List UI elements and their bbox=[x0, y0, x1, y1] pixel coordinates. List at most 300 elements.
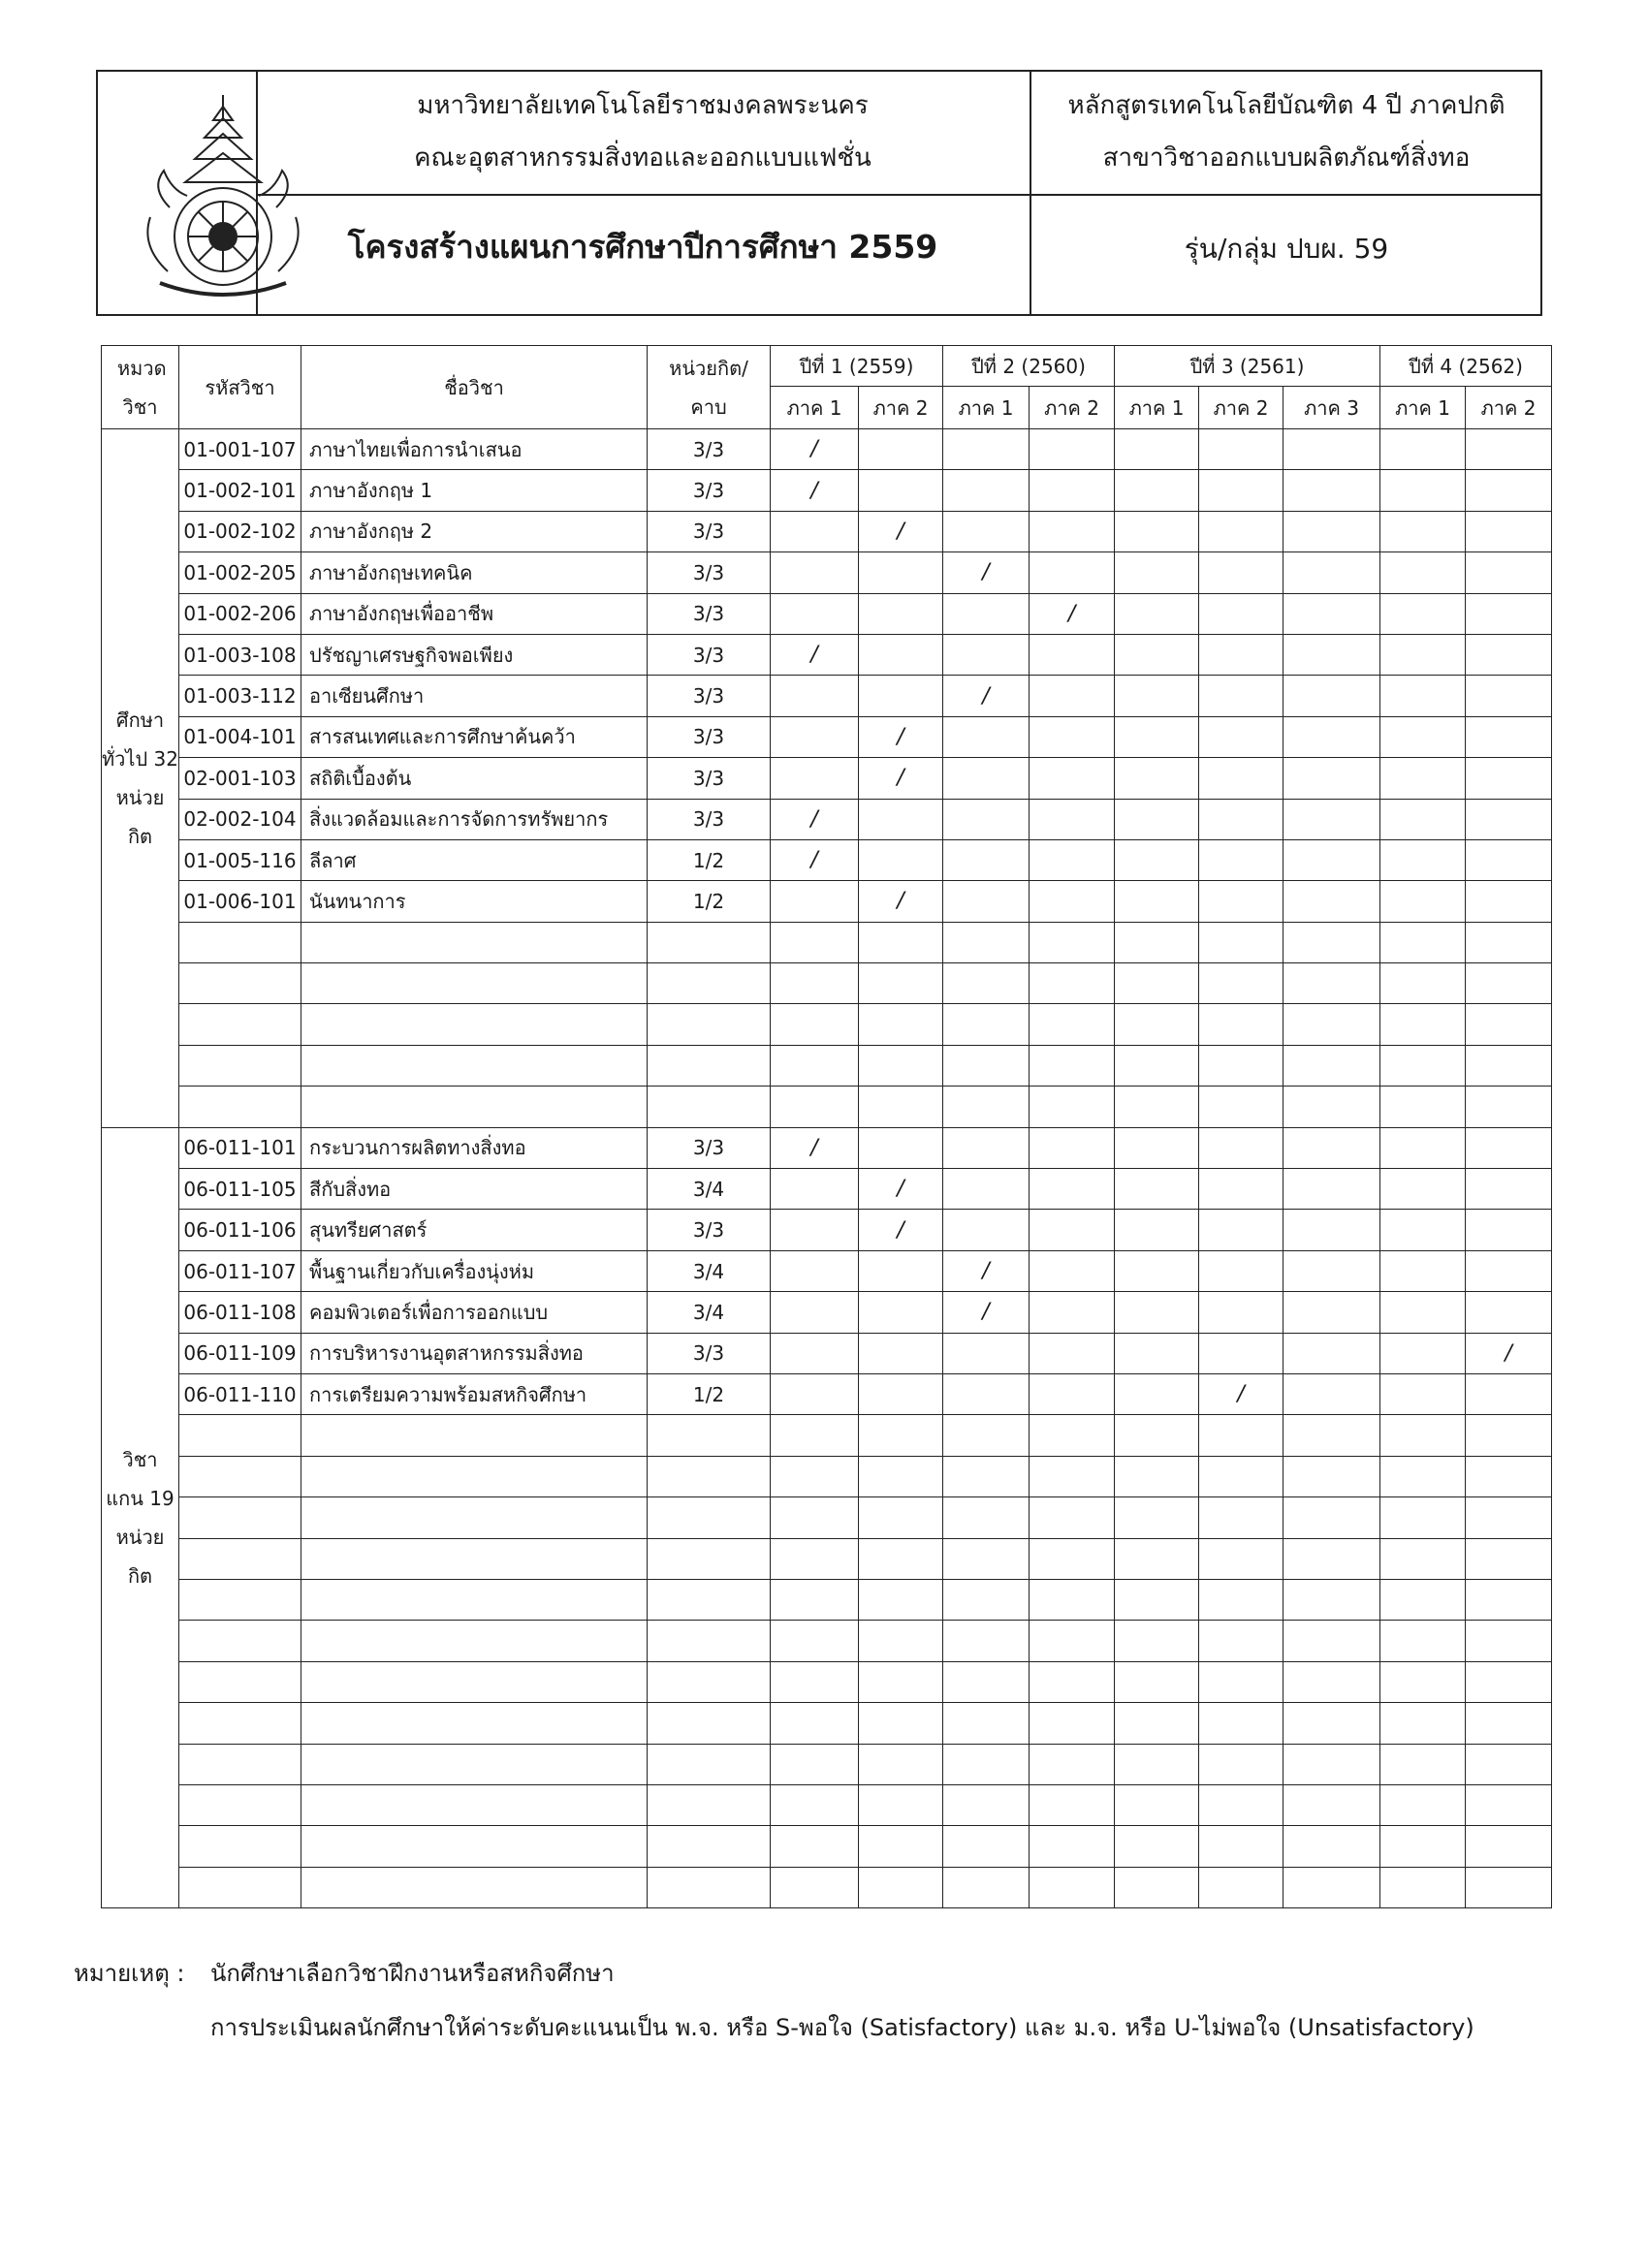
course-code-cell: 01-002-206 bbox=[179, 593, 301, 634]
course-code-cell: 01-006-101 bbox=[179, 881, 301, 922]
course-code-header: รหัสวิชา bbox=[179, 346, 301, 429]
term-check-mark: / bbox=[1199, 1373, 1284, 1414]
term-cell bbox=[1030, 676, 1115, 716]
course-name-cell bbox=[301, 1621, 648, 1661]
credit-cell: 3/4 bbox=[648, 1169, 771, 1210]
table-row bbox=[102, 1415, 1552, 1456]
term-cell bbox=[1030, 1087, 1115, 1127]
term-cell bbox=[943, 1373, 1030, 1414]
table-row bbox=[102, 1169, 1552, 1210]
credit-cell: 1/2 bbox=[648, 839, 771, 880]
term-cell bbox=[1466, 676, 1552, 716]
course-name-cell bbox=[301, 1087, 648, 1127]
course-code-cell: 01-004-101 bbox=[179, 716, 301, 757]
term-cell bbox=[859, 963, 943, 1004]
table-row bbox=[102, 799, 1552, 839]
notes-line-1: นักศึกษาเลือกวิชาฝึกงานหรือสหกิจศึกษา bbox=[210, 1960, 615, 1987]
term-cell bbox=[859, 1579, 943, 1620]
term-cell bbox=[1380, 799, 1466, 839]
course-code-cell: 01-001-107 bbox=[179, 429, 301, 470]
credit-cell: 3/3 bbox=[648, 1333, 771, 1373]
table-row bbox=[102, 1045, 1552, 1086]
course-code-cell bbox=[179, 1744, 301, 1784]
term-cell bbox=[943, 1661, 1030, 1702]
term-cell bbox=[1466, 1703, 1552, 1744]
term-cell bbox=[1199, 1127, 1284, 1168]
credit-cell bbox=[648, 922, 771, 962]
term-cell bbox=[1466, 839, 1552, 880]
term-cell bbox=[1466, 429, 1552, 470]
term-cell bbox=[771, 1373, 859, 1414]
term-cell bbox=[1199, 552, 1284, 593]
term-cell bbox=[1199, 593, 1284, 634]
term-cell bbox=[1380, 676, 1466, 716]
credit-cell bbox=[648, 1784, 771, 1825]
term-cell bbox=[771, 963, 859, 1004]
term-cell bbox=[1030, 511, 1115, 551]
course-name-cell bbox=[301, 1456, 648, 1496]
term-cell bbox=[1466, 1087, 1552, 1127]
term-cell bbox=[771, 1826, 859, 1867]
term-cell bbox=[1380, 1415, 1466, 1456]
term-cell bbox=[771, 1703, 859, 1744]
term-cell bbox=[1030, 1250, 1115, 1291]
term-cell bbox=[1199, 922, 1284, 962]
term-cell bbox=[771, 881, 859, 922]
term-cell bbox=[1115, 1456, 1199, 1496]
term-cell bbox=[943, 1538, 1030, 1579]
term-cell bbox=[1030, 470, 1115, 511]
term-cell bbox=[1284, 593, 1380, 634]
credit-cell: 3/3 bbox=[648, 676, 771, 716]
term-cell bbox=[1466, 1250, 1552, 1291]
table-row bbox=[102, 1004, 1552, 1045]
credit-cell bbox=[648, 1045, 771, 1086]
credit-cell bbox=[648, 1867, 771, 1907]
credit-cell: 3/4 bbox=[648, 1250, 771, 1291]
term-cell bbox=[943, 1621, 1030, 1661]
notes-line-2: การประเมินผลนักศึกษาให้ค่าระดับคะแนนเป็น พ.จ. หรือ S-พอใจ (Satisfactory) และ ม.จ. หรือ U-ไม่พอใจ (Unsatisfactory) bbox=[210, 2014, 1474, 2041]
table-row bbox=[102, 1373, 1552, 1414]
course-name-cell: กระบวนการผลิตทางสิ่งทอ bbox=[301, 1127, 648, 1168]
course-code-cell: 06-011-107 bbox=[179, 1250, 301, 1291]
term-cell bbox=[943, 1744, 1030, 1784]
year-header: ปีที่ 2 (2560) bbox=[943, 346, 1115, 387]
credit-cell: 3/3 bbox=[648, 758, 771, 799]
table-row bbox=[102, 1087, 1552, 1127]
term-cell bbox=[859, 1703, 943, 1744]
term-cell bbox=[1284, 1004, 1380, 1045]
course-code-cell bbox=[179, 1661, 301, 1702]
term-cell bbox=[1284, 1661, 1380, 1702]
course-code-cell bbox=[179, 963, 301, 1004]
term-cell bbox=[943, 1045, 1030, 1086]
term-cell bbox=[1380, 1456, 1466, 1496]
term-cell bbox=[1284, 799, 1380, 839]
document-title: โครงสร้างแผนการศึกษาปีการศึกษา 2559 bbox=[347, 228, 938, 266]
term-cell bbox=[1030, 1867, 1115, 1907]
term-cell bbox=[1115, 470, 1199, 511]
term-cell bbox=[1115, 839, 1199, 880]
term-cell bbox=[1380, 1867, 1466, 1907]
term-cell bbox=[1199, 716, 1284, 757]
term-cell bbox=[1380, 922, 1466, 962]
term-cell bbox=[859, 1826, 943, 1867]
term-cell bbox=[1466, 1661, 1552, 1702]
term-cell bbox=[1466, 1004, 1552, 1045]
term-cell bbox=[1380, 963, 1466, 1004]
term-cell bbox=[771, 1579, 859, 1620]
term-cell bbox=[1380, 1579, 1466, 1620]
term-cell bbox=[1284, 634, 1380, 675]
course-code-cell: 02-001-103 bbox=[179, 758, 301, 799]
term-cell bbox=[859, 634, 943, 675]
term-cell bbox=[1115, 1045, 1199, 1086]
course-name-cell bbox=[301, 1826, 648, 1867]
term-cell bbox=[1030, 758, 1115, 799]
credit-cell: 1/2 bbox=[648, 1373, 771, 1414]
term-cell bbox=[859, 1250, 943, 1291]
term-cell bbox=[1199, 676, 1284, 716]
term-check-mark: / bbox=[771, 839, 859, 880]
term-cell bbox=[1115, 1415, 1199, 1456]
term-cell bbox=[771, 511, 859, 551]
course-code-cell: 06-011-101 bbox=[179, 1127, 301, 1168]
term-cell bbox=[1466, 963, 1552, 1004]
credit-cell bbox=[648, 1744, 771, 1784]
term-cell bbox=[1030, 1045, 1115, 1086]
term-cell bbox=[1380, 1004, 1466, 1045]
table-row bbox=[102, 1538, 1552, 1579]
table-row bbox=[102, 1784, 1552, 1825]
term-cell bbox=[771, 716, 859, 757]
term-cell bbox=[1466, 1373, 1552, 1414]
term-cell bbox=[943, 1703, 1030, 1744]
term-cell bbox=[771, 1456, 859, 1496]
term-cell bbox=[1199, 963, 1284, 1004]
term-cell bbox=[1466, 1210, 1552, 1250]
term-cell bbox=[1030, 922, 1115, 962]
term-cell bbox=[943, 511, 1030, 551]
term-header: ภาค 2 bbox=[859, 387, 943, 429]
term-cell bbox=[771, 1333, 859, 1373]
term-cell bbox=[1466, 593, 1552, 634]
term-check-mark: / bbox=[859, 881, 943, 922]
term-cell bbox=[1284, 963, 1380, 1004]
term-header: ภาค 1 bbox=[943, 387, 1030, 429]
course-name-cell bbox=[301, 1661, 648, 1702]
course-name-cell bbox=[301, 1703, 648, 1744]
credit-cell bbox=[648, 1456, 771, 1496]
term-cell bbox=[1284, 1826, 1380, 1867]
table-row bbox=[102, 634, 1552, 675]
course-code-cell bbox=[179, 922, 301, 962]
term-cell bbox=[1380, 429, 1466, 470]
term-cell bbox=[1284, 1784, 1380, 1825]
course-code-cell bbox=[179, 1538, 301, 1579]
table-row bbox=[102, 1579, 1552, 1620]
term-cell bbox=[1199, 1045, 1284, 1086]
term-check-mark: / bbox=[771, 470, 859, 511]
term-cell bbox=[1380, 1703, 1466, 1744]
term-cell bbox=[1199, 1087, 1284, 1127]
term-cell bbox=[1030, 634, 1115, 675]
term-cell bbox=[943, 1579, 1030, 1620]
term-header: ภาค 1 bbox=[771, 387, 859, 429]
term-cell bbox=[1115, 716, 1199, 757]
term-check-mark: / bbox=[943, 676, 1030, 716]
year-header: ปีที่ 1 (2559) bbox=[771, 346, 943, 387]
credit-cell: 3/3 bbox=[648, 552, 771, 593]
course-name-cell: ภาษาอังกฤษเพื่ออาชีพ bbox=[301, 593, 648, 634]
table-row bbox=[102, 1210, 1552, 1250]
term-cell bbox=[1199, 1621, 1284, 1661]
term-cell bbox=[1030, 716, 1115, 757]
credit-cell: 1/2 bbox=[648, 881, 771, 922]
course-code-cell bbox=[179, 1826, 301, 1867]
course-code-cell bbox=[179, 1497, 301, 1538]
term-cell bbox=[1030, 1333, 1115, 1373]
table-row bbox=[102, 1250, 1552, 1291]
term-cell bbox=[1115, 1087, 1199, 1127]
term-cell bbox=[1466, 511, 1552, 551]
term-cell bbox=[943, 470, 1030, 511]
term-cell bbox=[943, 1127, 1030, 1168]
term-cell bbox=[1199, 1004, 1284, 1045]
term-cell bbox=[1030, 1579, 1115, 1620]
term-cell bbox=[1284, 922, 1380, 962]
term-cell bbox=[771, 758, 859, 799]
table-row bbox=[102, 716, 1552, 757]
term-cell bbox=[1030, 1415, 1115, 1456]
course-name-cell: ปรัชญาเศรษฐกิจพอเพียง bbox=[301, 634, 648, 675]
term-cell bbox=[1199, 1744, 1284, 1784]
term-cell bbox=[1030, 1292, 1115, 1333]
term-cell bbox=[1466, 1579, 1552, 1620]
course-code-cell: 01-005-116 bbox=[179, 839, 301, 880]
term-cell bbox=[1199, 1415, 1284, 1456]
term-cell bbox=[771, 1169, 859, 1210]
term-cell bbox=[1115, 634, 1199, 675]
term-cell bbox=[1284, 1127, 1380, 1168]
term-cell bbox=[1466, 1744, 1552, 1784]
term-cell bbox=[771, 1538, 859, 1579]
term-cell bbox=[771, 1661, 859, 1702]
university-name: มหาวิทยาลัยเทคโนโลยีราชมงคลพระนคร bbox=[417, 91, 869, 120]
term-cell bbox=[1199, 1579, 1284, 1620]
term-cell bbox=[1030, 1169, 1115, 1210]
term-check-mark: / bbox=[859, 1169, 943, 1210]
term-cell bbox=[771, 1744, 859, 1784]
term-cell bbox=[771, 1415, 859, 1456]
term-cell bbox=[1199, 1538, 1284, 1579]
term-cell bbox=[1466, 881, 1552, 922]
term-cell bbox=[1284, 1415, 1380, 1456]
credit-cell bbox=[648, 1661, 771, 1702]
term-cell bbox=[859, 1538, 943, 1579]
table-row bbox=[102, 676, 1552, 716]
term-cell bbox=[1199, 470, 1284, 511]
term-cell bbox=[1115, 429, 1199, 470]
credit-cell: 3/3 bbox=[648, 799, 771, 839]
credit-cell bbox=[648, 1579, 771, 1620]
term-cell bbox=[859, 1045, 943, 1086]
term-cell bbox=[859, 1292, 943, 1333]
term-cell bbox=[1380, 1744, 1466, 1784]
term-cell bbox=[1284, 1169, 1380, 1210]
term-cell bbox=[859, 1867, 943, 1907]
term-cell bbox=[1030, 1373, 1115, 1414]
term-cell bbox=[771, 1292, 859, 1333]
term-cell bbox=[859, 1415, 943, 1456]
credit-cell bbox=[648, 1004, 771, 1045]
term-cell bbox=[1115, 1373, 1199, 1414]
credit-cell: 3/3 bbox=[648, 593, 771, 634]
term-cell bbox=[1380, 839, 1466, 880]
term-cell bbox=[1115, 676, 1199, 716]
major-name: สาขาวิชาออกแบบผลิตภัณฑ์สิ่งทอ bbox=[1102, 143, 1471, 173]
term-cell bbox=[771, 1250, 859, 1291]
term-cell bbox=[1115, 1621, 1199, 1661]
term-cell bbox=[1380, 593, 1466, 634]
term-cell bbox=[1115, 1127, 1199, 1168]
term-cell bbox=[1284, 1210, 1380, 1250]
term-cell bbox=[943, 429, 1030, 470]
term-cell bbox=[1030, 1826, 1115, 1867]
credit-cell: 3/3 bbox=[648, 1210, 771, 1250]
term-cell bbox=[1466, 1867, 1552, 1907]
term-cell bbox=[1030, 1538, 1115, 1579]
course-code-cell: 06-011-105 bbox=[179, 1169, 301, 1210]
term-cell bbox=[771, 676, 859, 716]
term-cell bbox=[771, 922, 859, 962]
course-name-cell: พื้นฐานเกี่ยวกับเครื่องนุ่งห่ม bbox=[301, 1250, 648, 1291]
term-cell bbox=[1030, 799, 1115, 839]
course-name-cell: สิ่งแวดล้อมและการจัดการทรัพยากร bbox=[301, 799, 648, 839]
credit-cell: 3/3 bbox=[648, 429, 771, 470]
term-check-mark: / bbox=[1030, 593, 1115, 634]
term-cell bbox=[943, 1415, 1030, 1456]
course-code-cell: 01-002-205 bbox=[179, 552, 301, 593]
term-cell bbox=[1466, 1127, 1552, 1168]
term-cell bbox=[1284, 758, 1380, 799]
term-cell bbox=[859, 1127, 943, 1168]
term-cell bbox=[1030, 1456, 1115, 1496]
term-cell bbox=[1466, 552, 1552, 593]
term-cell bbox=[1380, 1784, 1466, 1825]
credit-cell bbox=[648, 963, 771, 1004]
term-cell bbox=[1284, 470, 1380, 511]
table-row bbox=[102, 1292, 1552, 1333]
term-cell bbox=[1380, 1373, 1466, 1414]
term-cell bbox=[1115, 1579, 1199, 1620]
term-cell bbox=[1284, 1292, 1380, 1333]
term-cell bbox=[943, 1210, 1030, 1250]
course-code-cell bbox=[179, 1703, 301, 1744]
term-cell bbox=[1199, 1456, 1284, 1496]
term-cell bbox=[1030, 1621, 1115, 1661]
term-cell bbox=[943, 839, 1030, 880]
term-check-mark: / bbox=[859, 511, 943, 551]
course-name-cell: ภาษาไทยเพื่อการนำเสนอ bbox=[301, 429, 648, 470]
term-cell bbox=[1466, 799, 1552, 839]
table-row bbox=[102, 470, 1552, 511]
term-cell bbox=[1115, 511, 1199, 551]
term-cell bbox=[1115, 881, 1199, 922]
course-code-cell: 01-003-112 bbox=[179, 676, 301, 716]
course-code-cell bbox=[179, 1784, 301, 1825]
course-name-cell bbox=[301, 1045, 648, 1086]
term-cell bbox=[1199, 1826, 1284, 1867]
table-row bbox=[102, 1744, 1552, 1784]
term-cell bbox=[771, 1087, 859, 1127]
course-name-cell: สีกับสิ่งทอ bbox=[301, 1169, 648, 1210]
table-row bbox=[102, 593, 1552, 634]
term-cell bbox=[771, 1784, 859, 1825]
category-label: ศึกษา ทั่วไป 32 หน่วย กิต bbox=[102, 429, 179, 1128]
term-cell bbox=[1380, 1661, 1466, 1702]
term-cell bbox=[1380, 511, 1466, 551]
term-cell bbox=[1284, 1373, 1380, 1414]
term-cell bbox=[1466, 758, 1552, 799]
term-cell bbox=[1030, 429, 1115, 470]
term-cell bbox=[771, 1867, 859, 1907]
course-code-cell bbox=[179, 1579, 301, 1620]
term-cell bbox=[943, 1497, 1030, 1538]
term-cell bbox=[1284, 1497, 1380, 1538]
term-cell bbox=[1199, 634, 1284, 675]
term-header: ภาค 1 bbox=[1115, 387, 1199, 429]
term-cell bbox=[1284, 1456, 1380, 1496]
course-name-cell: สารสนเทศและการศึกษาค้นคว้า bbox=[301, 716, 648, 757]
term-cell bbox=[1030, 1004, 1115, 1045]
term-cell bbox=[859, 1744, 943, 1784]
term-cell bbox=[859, 839, 943, 880]
term-cell bbox=[771, 1045, 859, 1086]
term-cell bbox=[1284, 676, 1380, 716]
term-cell bbox=[859, 676, 943, 716]
study-plan-table bbox=[101, 345, 1552, 1908]
term-cell bbox=[771, 593, 859, 634]
course-name-cell: สุนทรียศาสตร์ bbox=[301, 1210, 648, 1250]
term-check-mark: / bbox=[859, 716, 943, 757]
table-row bbox=[102, 839, 1552, 880]
header-divider bbox=[256, 194, 1542, 196]
term-cell bbox=[1380, 1826, 1466, 1867]
term-cell bbox=[1115, 799, 1199, 839]
term-cell bbox=[859, 429, 943, 470]
faculty-name: คณะอุตสาหกรรมสิ่งทอและออกแบบแฟชั่น bbox=[414, 143, 872, 173]
term-cell bbox=[859, 1087, 943, 1127]
table-row bbox=[102, 552, 1552, 593]
course-name-cell: ภาษาอังกฤษ 1 bbox=[301, 470, 648, 511]
term-cell bbox=[1030, 963, 1115, 1004]
term-cell bbox=[1380, 470, 1466, 511]
credit-cell bbox=[648, 1703, 771, 1744]
table-row bbox=[102, 1661, 1552, 1702]
term-cell bbox=[1199, 1497, 1284, 1538]
term-check-mark: / bbox=[1466, 1333, 1552, 1373]
term-cell bbox=[1380, 1497, 1466, 1538]
course-code-cell: 06-011-108 bbox=[179, 1292, 301, 1333]
course-name-cell: อาเซียนศึกษา bbox=[301, 676, 648, 716]
course-code-cell bbox=[179, 1045, 301, 1086]
term-cell bbox=[1199, 839, 1284, 880]
credit-cell bbox=[648, 1538, 771, 1579]
term-cell bbox=[1115, 1703, 1199, 1744]
course-name-cell bbox=[301, 1497, 648, 1538]
term-cell bbox=[1380, 1538, 1466, 1579]
